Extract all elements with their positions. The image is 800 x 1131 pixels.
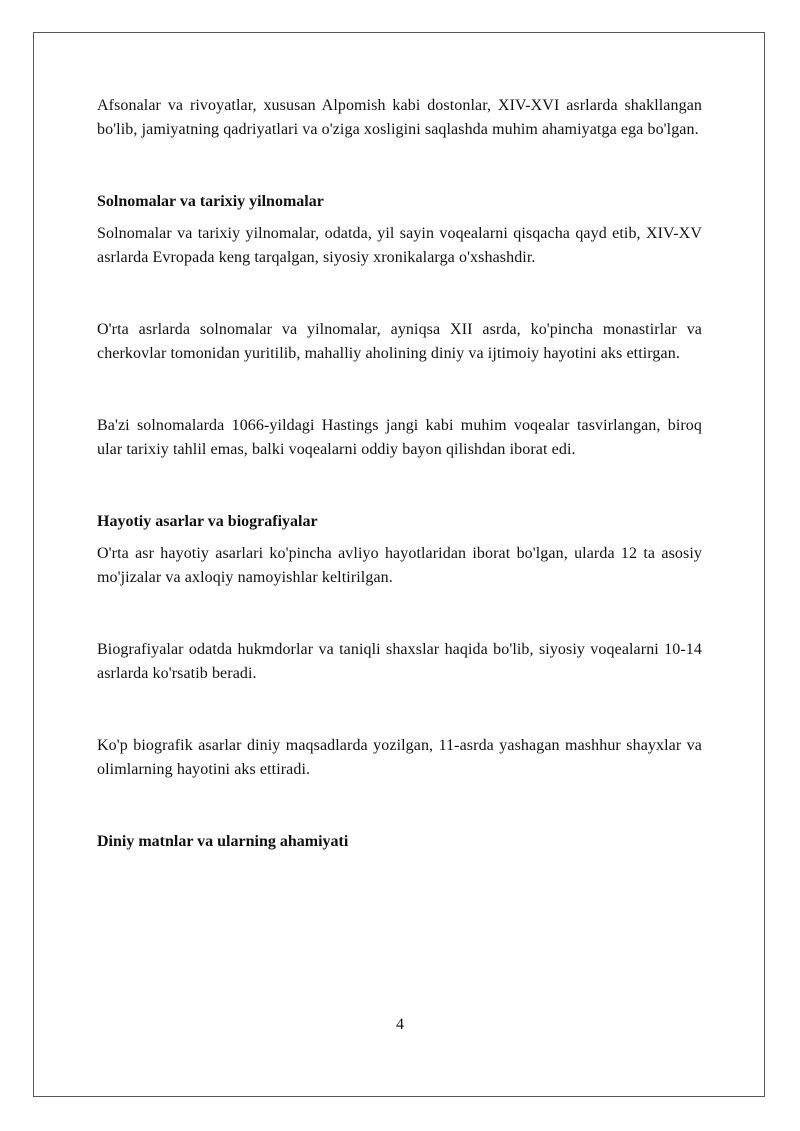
paragraph-religious-biographies: Ko'p biografik asarlar diniy maqsadlarda yozilgan, 11-asrda yashagan mashhur shayxlar va olimlarning hayotini aks ettiradi. [97, 737, 702, 778]
paragraph-chronicles-monasteries: O'rta asrlarda solnomalar va yilnomalar, ayniqsa XII asrda, ko'pincha monastirlar va cherkovlar tomonidan yuritilib, mahalliy aholining diniy va ijtimoiy hayotini aks ettirgan. [97, 321, 702, 362]
paragraph-chronicles-intro: Solnomalar va tarixiy yilnomalar, odatda, yil sayin voqealarni qisqacha qayd etib, XIV-XV asrlarda Evropada keng tarqalgan, siyosiy xronikalarga o'xshashdir. [97, 225, 702, 266]
spacer [97, 366, 702, 414]
spacer [97, 782, 702, 830]
paragraph-saints-lives: O'rta asr hayotiy asarlari ko'pincha avliyo hayotlaridan iborat bo'lgan, ularda 12 ta asosiy mo'jizalar va axloqiy namoyishlar keltirilgan. [97, 545, 702, 586]
spacer [97, 214, 702, 222]
paragraph-rulers-biographies: Biografiyalar odatda hukmdorlar va taniqli shaxslar haqida bo'lib, siyosiy voqealarni 10-14 asrlarda ko'rsatib beradi. [97, 641, 702, 682]
spacer [97, 270, 702, 318]
paragraph-chronicles-hastings: Ba'zi solnomalarda 1066-yildagi Hastings jangi kabi muhim voqealar tasvirlangan, biroq ular tarixiy tahlil emas, balki voqealarni oddiy bayon qilishdan iborat edi. [97, 417, 702, 458]
spacer [97, 590, 702, 638]
section-heading-religious-texts: Diniy matnlar va ularning ahamiyati [97, 833, 349, 850]
section-heading-biographies: Hayotiy asarlar va biografiyalar [97, 513, 318, 530]
page-number: 4 [396, 1016, 404, 1033]
paragraph-legends: Afsonalar va rivoyatlar, xususan Alpomish kabi dostonlar, XIV-XVI asrlarda shakllangan bo'lib, jamiyatning qadriyatlari va o'ziga xosligini saqlashda muhim ahamiyatga ega bo'lgan. [97, 97, 702, 138]
spacer [97, 534, 702, 542]
spacer [97, 686, 702, 734]
spacer [97, 142, 702, 190]
page-content [97, 94, 702, 854]
spacer [97, 462, 702, 510]
section-heading-chronicles: Solnomalar va tarixiy yilnomalar [97, 193, 324, 210]
